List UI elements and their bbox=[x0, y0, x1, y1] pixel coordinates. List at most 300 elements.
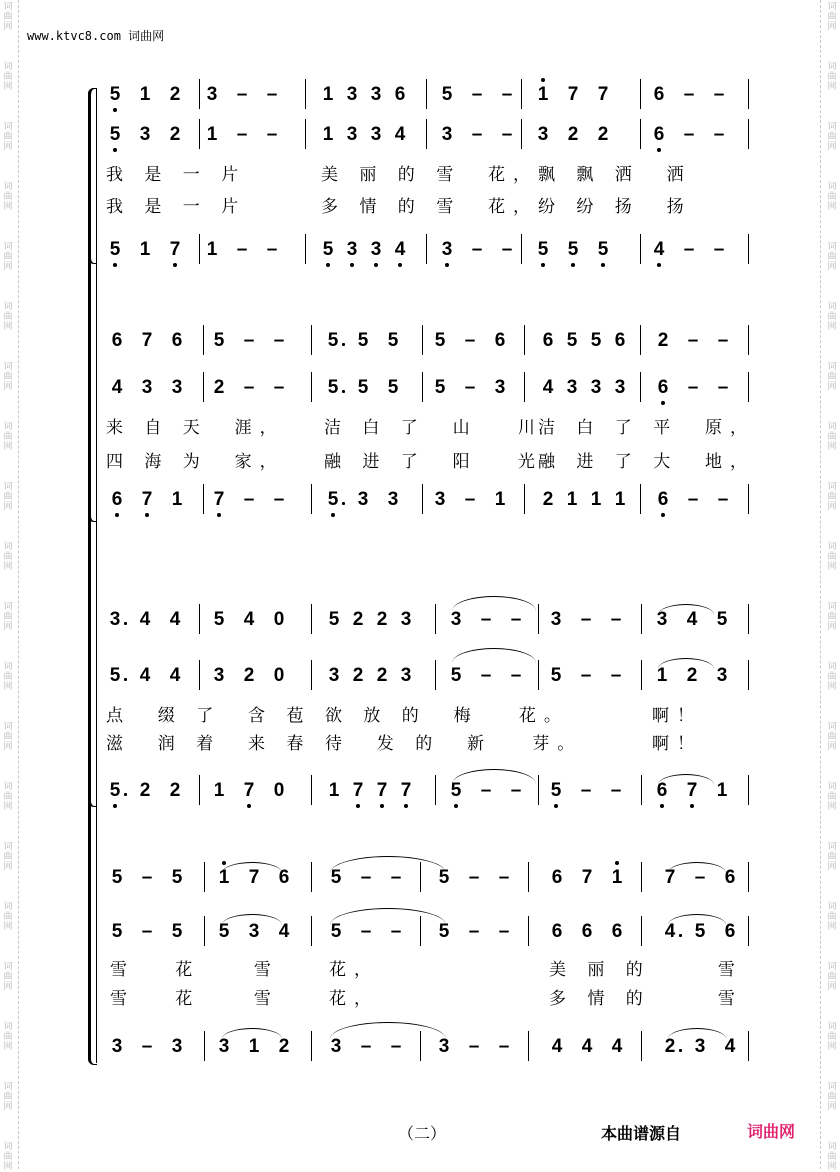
slur bbox=[668, 1028, 726, 1039]
watermark-glyphs: 词 曲 网 bbox=[827, 362, 837, 392]
note-digit: 4 bbox=[169, 665, 181, 686]
note-digit: 5 bbox=[327, 330, 339, 351]
note bbox=[110, 1035, 124, 1059]
note bbox=[242, 779, 256, 803]
barline bbox=[311, 604, 312, 634]
barline bbox=[426, 79, 427, 109]
note bbox=[212, 779, 226, 803]
note bbox=[500, 83, 514, 107]
note-digit: 5 bbox=[357, 377, 369, 398]
low-octave-dot bbox=[247, 804, 251, 808]
note-digit: 6 bbox=[278, 867, 290, 888]
barline bbox=[311, 660, 312, 690]
note bbox=[345, 238, 359, 262]
note bbox=[326, 329, 340, 353]
note-digit: 3 bbox=[550, 609, 562, 630]
note-digit: 1 bbox=[206, 239, 218, 260]
note-digit: 5 bbox=[450, 780, 462, 801]
note-digit: – bbox=[717, 489, 729, 510]
note-digit: 5 bbox=[438, 921, 450, 942]
note-digit: 1 bbox=[206, 124, 218, 145]
watermark-glyphs: 词 曲 网 bbox=[827, 902, 837, 932]
note-digit: 2 bbox=[542, 489, 554, 510]
note bbox=[479, 608, 493, 632]
note-digit: – bbox=[243, 489, 255, 510]
low-octave-dot bbox=[660, 804, 664, 808]
note bbox=[242, 488, 256, 512]
watermark-glyphs: 词 曲 网 bbox=[3, 1142, 13, 1172]
note-digit: 3 bbox=[566, 377, 578, 398]
barline bbox=[748, 234, 749, 264]
note-digit: 5 bbox=[109, 239, 121, 260]
watermark-glyphs: 词 曲 网 bbox=[827, 482, 837, 512]
note-digit: 2 bbox=[169, 84, 181, 105]
note-digit: 6 bbox=[551, 921, 563, 942]
note-digit: 1 bbox=[537, 84, 549, 105]
note-digit: 5 bbox=[434, 377, 446, 398]
note-digit: – bbox=[480, 780, 492, 801]
barline bbox=[748, 119, 749, 149]
barline bbox=[199, 79, 200, 109]
note-digit: 0 bbox=[273, 780, 285, 801]
note bbox=[110, 329, 124, 353]
watermark-glyphs: 词 曲 网 bbox=[827, 1082, 837, 1112]
barline bbox=[528, 916, 529, 946]
note-digit: 6 bbox=[171, 330, 183, 351]
barline bbox=[640, 234, 641, 264]
note bbox=[609, 664, 623, 688]
augmentation-dot bbox=[342, 390, 345, 393]
barline bbox=[641, 775, 642, 805]
note bbox=[682, 123, 696, 147]
note-digit: 3 bbox=[441, 239, 453, 260]
slur bbox=[668, 914, 726, 925]
note-digit: 4 bbox=[139, 665, 151, 686]
note bbox=[110, 920, 124, 944]
note bbox=[536, 83, 550, 107]
note-digit: – bbox=[243, 330, 255, 351]
barline bbox=[435, 660, 436, 690]
note-digit: 2 bbox=[657, 330, 669, 351]
note bbox=[609, 608, 623, 632]
watermark-glyphs: 词 曲 网 bbox=[3, 2, 13, 32]
low-octave-dot bbox=[113, 148, 117, 152]
note bbox=[610, 866, 624, 890]
note bbox=[386, 329, 400, 353]
note bbox=[108, 664, 122, 688]
note bbox=[433, 488, 447, 512]
note bbox=[212, 329, 226, 353]
note bbox=[596, 123, 610, 147]
note-digit: 6 bbox=[724, 921, 736, 942]
note bbox=[467, 920, 481, 944]
note bbox=[500, 238, 514, 262]
note bbox=[500, 123, 514, 147]
watermark-glyphs: 词 曲 网 bbox=[3, 182, 13, 212]
note-digit: – bbox=[480, 609, 492, 630]
note-digit: 0 bbox=[273, 665, 285, 686]
note-digit: 2 bbox=[686, 665, 698, 686]
lyric-line: 点 缀 了 含 苞 bbox=[106, 706, 312, 726]
note-digit: 2 bbox=[376, 609, 388, 630]
note-digit: 5 bbox=[597, 239, 609, 260]
barline bbox=[524, 325, 525, 355]
system-start-line bbox=[96, 88, 97, 1063]
barline bbox=[204, 1031, 205, 1061]
note bbox=[716, 376, 730, 400]
watermark-glyphs: 词 曲 网 bbox=[3, 1022, 13, 1052]
note-digit: 5 bbox=[550, 665, 562, 686]
lyric-line: 我 是 一 片 bbox=[106, 165, 247, 185]
note bbox=[272, 488, 286, 512]
barline bbox=[435, 604, 436, 634]
note bbox=[497, 1035, 511, 1059]
note-digit: 5 bbox=[213, 330, 225, 351]
note-digit: 2 bbox=[213, 377, 225, 398]
note bbox=[140, 329, 154, 353]
watermark-glyphs: 词 曲 网 bbox=[3, 962, 13, 992]
watermark-glyphs: 词 曲 网 bbox=[827, 842, 837, 872]
note-digit: 1 bbox=[171, 489, 183, 510]
note bbox=[399, 608, 413, 632]
barline bbox=[305, 79, 306, 109]
note-digit: 1 bbox=[614, 489, 626, 510]
lyric-line: 滋 润 着 来 春 bbox=[106, 734, 312, 754]
note-digit: 4 bbox=[551, 1036, 563, 1057]
note bbox=[467, 1035, 481, 1059]
note bbox=[170, 488, 184, 512]
note-digit: – bbox=[471, 84, 483, 105]
slur bbox=[330, 856, 446, 873]
barline bbox=[641, 862, 642, 892]
watermark-glyphs: 词 曲 网 bbox=[3, 542, 13, 572]
note-digit: – bbox=[713, 84, 725, 105]
note bbox=[399, 664, 413, 688]
note-digit: 6 bbox=[657, 489, 669, 510]
note bbox=[369, 83, 383, 107]
note-digit: – bbox=[501, 239, 513, 260]
slur bbox=[668, 862, 726, 873]
lyric-line: 欲 放 的 梅 花。 bbox=[325, 706, 569, 726]
lyric-line: 洁 白 了 平 原， bbox=[538, 418, 756, 438]
note bbox=[715, 779, 729, 803]
note-digit: 3 bbox=[370, 124, 382, 145]
note-digit: 5 bbox=[357, 330, 369, 351]
note bbox=[327, 779, 341, 803]
note-digit: 2 bbox=[597, 124, 609, 145]
note-digit: 7 bbox=[686, 780, 698, 801]
note bbox=[386, 376, 400, 400]
barline bbox=[422, 484, 423, 514]
note bbox=[589, 376, 603, 400]
note-digit: 5 bbox=[111, 867, 123, 888]
note-digit: 5 bbox=[322, 239, 334, 260]
lyric-line: 啊！ bbox=[652, 706, 702, 726]
low-octave-dot bbox=[115, 513, 119, 517]
note-digit: 7 bbox=[243, 780, 255, 801]
note-digit: 2 bbox=[567, 124, 579, 145]
barline bbox=[521, 234, 522, 264]
watermark-glyphs: 词 曲 网 bbox=[827, 722, 837, 752]
note-digit: 5 bbox=[387, 377, 399, 398]
note-digit: – bbox=[468, 921, 480, 942]
note bbox=[652, 83, 666, 107]
note bbox=[168, 779, 182, 803]
note bbox=[550, 920, 564, 944]
augmentation-dot bbox=[124, 622, 127, 625]
note-digit: 4 bbox=[653, 239, 665, 260]
note-digit: 1 bbox=[566, 489, 578, 510]
note-digit: 3 bbox=[346, 239, 358, 260]
note-digit: – bbox=[501, 124, 513, 145]
note-digit: – bbox=[713, 124, 725, 145]
barline bbox=[199, 775, 200, 805]
note bbox=[541, 376, 555, 400]
note-digit: 1 bbox=[590, 489, 602, 510]
lyric-line: 多 情 的 雪 bbox=[549, 989, 743, 1009]
low-octave-dot bbox=[601, 263, 605, 267]
note-digit: 4 bbox=[243, 609, 255, 630]
note-digit: 5 bbox=[213, 609, 225, 630]
watermark-glyphs: 词 曲 网 bbox=[3, 722, 13, 752]
note bbox=[470, 238, 484, 262]
note bbox=[138, 238, 152, 262]
note-digit: 1 bbox=[213, 780, 225, 801]
note bbox=[265, 83, 279, 107]
note bbox=[463, 376, 477, 400]
note-digit: 3 bbox=[450, 609, 462, 630]
note-digit: 7 bbox=[400, 780, 412, 801]
note bbox=[686, 329, 700, 353]
note bbox=[140, 376, 154, 400]
note-digit: 1 bbox=[328, 780, 340, 801]
note-digit: – bbox=[236, 84, 248, 105]
high-octave-dot bbox=[615, 861, 619, 865]
note bbox=[170, 1035, 184, 1059]
note bbox=[356, 488, 370, 512]
barline bbox=[203, 325, 204, 355]
note bbox=[579, 664, 593, 688]
note-digit: 7 bbox=[169, 239, 181, 260]
note-digit: 3 bbox=[590, 377, 602, 398]
note bbox=[712, 83, 726, 107]
note-digit: 3 bbox=[494, 377, 506, 398]
note bbox=[356, 329, 370, 353]
note bbox=[550, 1035, 564, 1059]
note-digit: 3 bbox=[387, 489, 399, 510]
note-digit: 6 bbox=[111, 330, 123, 351]
note-digit: 1 bbox=[139, 84, 151, 105]
barline bbox=[748, 775, 749, 805]
source-label: 本曲谱源自 bbox=[601, 1124, 682, 1143]
note-digit: 4 bbox=[394, 239, 406, 260]
note bbox=[205, 123, 219, 147]
note-digit: 7 bbox=[581, 867, 593, 888]
site-logo[interactable]: 词曲网 bbox=[747, 1122, 796, 1141]
note bbox=[596, 238, 610, 262]
note bbox=[110, 376, 124, 400]
note bbox=[682, 83, 696, 107]
note bbox=[168, 238, 182, 262]
barline bbox=[203, 484, 204, 514]
note-digit: – bbox=[360, 1036, 372, 1057]
note bbox=[321, 238, 335, 262]
note-digit: – bbox=[141, 1036, 153, 1057]
slur bbox=[222, 914, 282, 925]
site-url[interactable]: www.ktvc8.com bbox=[27, 29, 121, 43]
note-digit: – bbox=[468, 867, 480, 888]
note-digit: 7 bbox=[213, 489, 225, 510]
note bbox=[108, 779, 122, 803]
note bbox=[265, 238, 279, 262]
low-octave-dot bbox=[690, 804, 694, 808]
barline bbox=[641, 660, 642, 690]
note-digit: – bbox=[510, 780, 522, 801]
note-digit: 6 bbox=[656, 780, 668, 801]
low-octave-dot bbox=[374, 263, 378, 267]
note-digit: – bbox=[510, 665, 522, 686]
note-digit: 6 bbox=[657, 377, 669, 398]
note-digit: 3 bbox=[218, 1036, 230, 1057]
note bbox=[140, 1035, 154, 1059]
low-octave-dot bbox=[113, 108, 117, 112]
watermark-glyphs: 词 曲 网 bbox=[827, 422, 837, 452]
watermark-glyphs: 词 曲 网 bbox=[827, 242, 837, 272]
barline bbox=[748, 372, 749, 402]
note-digit: 3 bbox=[370, 84, 382, 105]
augmentation-dot bbox=[679, 1049, 682, 1052]
note-digit: 7 bbox=[248, 867, 260, 888]
note bbox=[497, 920, 511, 944]
watermark-glyphs: 词 曲 网 bbox=[827, 182, 837, 212]
note bbox=[272, 329, 286, 353]
note bbox=[440, 238, 454, 262]
note-digit: – bbox=[390, 921, 402, 942]
note bbox=[375, 779, 389, 803]
note bbox=[170, 920, 184, 944]
note-digit: – bbox=[498, 921, 510, 942]
note-digit: – bbox=[498, 1036, 510, 1057]
note bbox=[580, 1035, 594, 1059]
note bbox=[652, 123, 666, 147]
note bbox=[327, 608, 341, 632]
note bbox=[609, 779, 623, 803]
low-octave-dot bbox=[657, 148, 661, 152]
augmentation-dot bbox=[124, 678, 127, 681]
barline bbox=[521, 119, 522, 149]
watermark-glyphs: 词 曲 网 bbox=[3, 902, 13, 932]
note bbox=[110, 488, 124, 512]
watermark-glyphs: 词 曲 网 bbox=[827, 602, 837, 632]
note bbox=[613, 376, 627, 400]
lyric-line: 雪 花 雪 bbox=[110, 960, 279, 980]
note-digit: 4 bbox=[724, 1036, 736, 1057]
low-octave-dot bbox=[331, 513, 335, 517]
note bbox=[467, 866, 481, 890]
note-digit: 1 bbox=[322, 124, 334, 145]
note-digit: 4 bbox=[139, 609, 151, 630]
note-digit: 3 bbox=[716, 665, 728, 686]
note-digit: 5 bbox=[441, 84, 453, 105]
note-digit: 6 bbox=[551, 867, 563, 888]
slur bbox=[658, 658, 714, 669]
note bbox=[433, 329, 447, 353]
note bbox=[565, 376, 579, 400]
watermark-glyphs: 词 曲 网 bbox=[3, 662, 13, 692]
note bbox=[356, 376, 370, 400]
note-digit: 3 bbox=[206, 84, 218, 105]
lyric-line: 花， bbox=[329, 989, 379, 1009]
note bbox=[242, 376, 256, 400]
note bbox=[580, 920, 594, 944]
note bbox=[566, 123, 580, 147]
note-digit: – bbox=[266, 124, 278, 145]
note-digit: 6 bbox=[111, 489, 123, 510]
note bbox=[205, 83, 219, 107]
note bbox=[351, 664, 365, 688]
low-octave-dot bbox=[356, 804, 360, 808]
barline bbox=[748, 325, 749, 355]
note-digit: 6 bbox=[611, 921, 623, 942]
low-octave-dot bbox=[217, 513, 221, 517]
watermark-glyphs: 词 曲 网 bbox=[827, 662, 837, 692]
note-digit: 2 bbox=[352, 609, 364, 630]
note bbox=[440, 83, 454, 107]
note bbox=[716, 488, 730, 512]
watermark-glyphs: 词 曲 网 bbox=[3, 62, 13, 92]
note-digit: – bbox=[683, 124, 695, 145]
high-octave-dot bbox=[541, 78, 545, 82]
barline bbox=[640, 325, 641, 355]
barline bbox=[640, 484, 641, 514]
note bbox=[272, 376, 286, 400]
note-digit: – bbox=[498, 867, 510, 888]
note bbox=[686, 376, 700, 400]
lyric-line: 四 海 为 家， bbox=[106, 452, 285, 472]
note bbox=[656, 329, 670, 353]
lyric-line: 洁 白 了 山 川 bbox=[324, 418, 543, 438]
note bbox=[212, 488, 226, 512]
note-digit: 3 bbox=[248, 921, 260, 942]
note bbox=[566, 238, 580, 262]
note bbox=[375, 664, 389, 688]
watermark-glyphs: 词 曲 网 bbox=[3, 482, 13, 512]
slur bbox=[222, 862, 282, 873]
note-digit: 5 bbox=[387, 330, 399, 351]
note-digit: – bbox=[273, 330, 285, 351]
site-name: 词曲网 bbox=[128, 29, 165, 43]
barline bbox=[748, 604, 749, 634]
note-digit: – bbox=[683, 84, 695, 105]
lyric-line: 雪 花 雪 bbox=[110, 989, 279, 1009]
watermark-glyphs: 词 曲 网 bbox=[3, 362, 13, 392]
note bbox=[170, 376, 184, 400]
note-digit: 5 bbox=[327, 489, 339, 510]
note-digit: – bbox=[610, 780, 622, 801]
note-digit: 6 bbox=[653, 124, 665, 145]
note-digit: – bbox=[580, 609, 592, 630]
note-digit: 5 bbox=[434, 330, 446, 351]
barline bbox=[524, 484, 525, 514]
lyric-line: 来 自 天 涯， bbox=[106, 418, 285, 438]
barline bbox=[199, 604, 200, 634]
low-octave-dot bbox=[380, 804, 384, 808]
note-digit: 5 bbox=[171, 867, 183, 888]
watermark-glyphs: 词 曲 网 bbox=[3, 1082, 13, 1112]
note bbox=[351, 608, 365, 632]
barline bbox=[748, 79, 749, 109]
note-digit: 5 bbox=[109, 780, 121, 801]
